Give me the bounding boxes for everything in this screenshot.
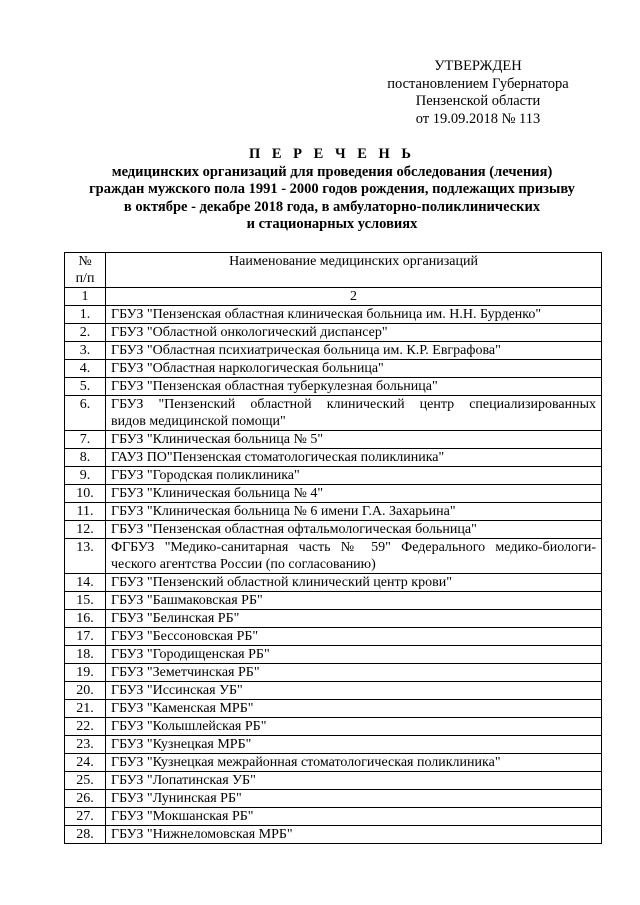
table-row xyxy=(65,539,602,574)
organization-name: ГБУЗ "Мокшанская РБ" xyxy=(111,809,254,824)
organization-name: ГБУЗ "Кузнецкая межрайонная стоматологическая поликлиника" xyxy=(111,755,501,770)
row-number: 12. xyxy=(65,521,106,539)
row-number: 27. xyxy=(65,808,106,826)
table-body xyxy=(65,306,602,844)
table-row xyxy=(65,396,602,431)
row-number: 4. xyxy=(65,360,106,378)
row-number: 3. xyxy=(65,342,106,360)
organization-name: ГБУЗ "Областная наркологическая больница" xyxy=(111,361,384,376)
organization-name: ГБУЗ "Бессоновская РБ" xyxy=(111,629,259,644)
row-number: 26. xyxy=(65,790,106,808)
document-title: П Е Р Е Ч Е Н Ь xyxy=(248,146,416,162)
table-row xyxy=(65,592,602,610)
document-subtitle-line: и стационарных условиях xyxy=(246,216,418,232)
row-number: 28. xyxy=(65,826,106,844)
organization-name-cell xyxy=(106,682,602,700)
organization-name-cell xyxy=(106,449,602,467)
row-number: 15. xyxy=(65,592,106,610)
organization-name: ГБУЗ "Клиническая больница № 4" xyxy=(111,486,324,501)
approval-date: от 19.09.2018 № 113 xyxy=(415,110,541,127)
row-number: 11. xyxy=(65,503,106,521)
column-number-2: 2 xyxy=(106,288,602,306)
row-number: 7. xyxy=(65,431,106,449)
row-number: 19. xyxy=(65,664,106,682)
organization-name-cell xyxy=(106,342,602,360)
row-number: 21. xyxy=(65,700,106,718)
organization-name-cell xyxy=(106,539,602,574)
header-number-sublabel: п/п xyxy=(75,271,95,286)
header-number-label: № xyxy=(78,254,92,269)
table-row xyxy=(65,664,602,682)
organization-name: ГБУЗ "Нижнеломовская МРБ" xyxy=(111,827,293,842)
organization-name: ГБУЗ "Пензенский областной клинический центр специализированных xyxy=(111,397,596,412)
row-number: 14. xyxy=(65,574,106,592)
organization-name: ГБУЗ "Лопатинская УБ" xyxy=(111,773,256,788)
organization-name-cell xyxy=(106,700,602,718)
document-subtitle-line: граждан мужского пола 1991 - 2000 годов рождения, подлежащих призыву xyxy=(89,181,575,197)
document-subtitle-line: медицинских организаций для проведения обследования (лечения) xyxy=(111,163,553,180)
approval-decree: постановлением Губернатора xyxy=(387,75,569,92)
organization-name: ГАУЗ ПО"Пензенская стоматологическая поликлиника" xyxy=(111,450,445,465)
row-number: 18. xyxy=(65,646,106,664)
organization-name: ГБУЗ "Пензенская областная туберкулезная больница" xyxy=(111,379,438,394)
row-number: 6. xyxy=(65,396,106,431)
organization-name-cell xyxy=(106,396,602,431)
table-row xyxy=(65,324,602,342)
table-row xyxy=(65,342,602,360)
row-number: 25. xyxy=(65,772,106,790)
organization-name: ГБУЗ "Клиническая больница № 6 имени Г.А. Захарьина" xyxy=(111,504,456,519)
row-number: 23. xyxy=(65,736,106,754)
table-row xyxy=(65,503,602,521)
table-row xyxy=(65,826,602,844)
row-number: 20. xyxy=(65,682,106,700)
organization-name: ГБУЗ "Клиническая больница № 5" xyxy=(111,432,324,447)
organization-name: ГБУЗ "Башмаковская РБ" xyxy=(111,593,263,608)
table-row xyxy=(65,306,602,324)
organization-name: ГБУЗ "Пензенский областной клинический центр крови" xyxy=(111,575,452,590)
table-row xyxy=(65,808,602,826)
organization-name: ческого агентства России (по согласованию) xyxy=(111,557,376,572)
row-number: 9. xyxy=(65,467,106,485)
organization-name: ГБУЗ "Пензенская областная клиническая больница им. Н.Н. Бурденко" xyxy=(111,307,542,322)
organization-name: ГБУЗ "Лунинская РБ" xyxy=(111,791,242,806)
column-number-1: 1 xyxy=(65,288,106,306)
header-number-cell xyxy=(65,253,106,288)
organization-name-cell xyxy=(106,808,602,826)
table-row xyxy=(65,467,602,485)
approval-region: Пензенской области xyxy=(415,93,541,109)
organization-name: видов медицинской помощи" xyxy=(111,414,286,429)
row-number: 17. xyxy=(65,628,106,646)
table-header-row xyxy=(65,253,602,288)
table-row xyxy=(65,485,602,503)
table-row xyxy=(65,521,602,539)
organization-name-cell xyxy=(106,826,602,844)
table-row xyxy=(65,646,602,664)
table-row xyxy=(65,736,602,754)
row-number: 22. xyxy=(65,718,106,736)
table-row xyxy=(65,718,602,736)
organization-name-cell xyxy=(106,610,602,628)
organization-name: ГБУЗ "Городищенская РБ" xyxy=(111,647,270,662)
row-number: 5. xyxy=(65,378,106,396)
organization-name-cell xyxy=(106,503,602,521)
organization-name: ГБУЗ "Кузнецкая МРБ" xyxy=(111,737,252,752)
organization-name-cell xyxy=(106,521,602,539)
row-number: 24. xyxy=(65,754,106,772)
organizations-table xyxy=(64,252,602,844)
table-row xyxy=(65,610,602,628)
table-row xyxy=(65,700,602,718)
table-row xyxy=(65,574,602,592)
organization-name-cell xyxy=(106,646,602,664)
approval-title: УТВЕРЖДЕН xyxy=(434,58,522,74)
organization-name: ФГБУЗ "Медико-санитарная часть № 59" Федерального медико-биологи- xyxy=(111,540,596,555)
document-heading xyxy=(64,146,600,234)
header-name-cell: Наименование медицинских организаций xyxy=(106,253,602,288)
table-row xyxy=(65,772,602,790)
approval-block xyxy=(378,58,578,128)
organization-name-cell xyxy=(106,736,602,754)
organization-name-cell xyxy=(106,378,602,396)
organization-name-cell xyxy=(106,718,602,736)
organization-name: ГБУЗ "Каменская МРБ" xyxy=(111,701,254,716)
table-row xyxy=(65,449,602,467)
column-numbers-row xyxy=(65,288,602,306)
organization-name: ГБУЗ "Городская поликлиника" xyxy=(111,468,300,483)
row-number: 10. xyxy=(65,485,106,503)
organization-name: ГБУЗ "Пензенская областная офтальмологическая больница" xyxy=(111,522,477,537)
organization-name: ГБУЗ "Иссинская УБ" xyxy=(111,683,243,698)
table-row xyxy=(65,754,602,772)
organization-name-cell xyxy=(106,664,602,682)
table-row xyxy=(65,360,602,378)
table-row xyxy=(65,790,602,808)
table-row xyxy=(65,378,602,396)
row-number: 13. xyxy=(65,539,106,574)
row-number: 8. xyxy=(65,449,106,467)
organization-name-cell xyxy=(106,790,602,808)
organization-name-cell xyxy=(106,592,602,610)
table-row xyxy=(65,682,602,700)
organization-name: ГБУЗ "Колышлейская РБ" xyxy=(111,719,267,734)
document-subtitle-line: в октябре - декабре 2018 года, в амбулаторно-поликлинических xyxy=(123,198,541,215)
organization-name-cell xyxy=(106,485,602,503)
organization-name: ГБУЗ "Белинская РБ" xyxy=(111,611,240,626)
organization-name-cell xyxy=(106,360,602,378)
row-number: 1. xyxy=(65,306,106,324)
row-number: 16. xyxy=(65,610,106,628)
organization-name-cell xyxy=(106,772,602,790)
row-number: 2. xyxy=(65,324,106,342)
organization-name: ГБУЗ "Областная психиатрическая больница им. К.Р. Евграфова" xyxy=(111,343,501,358)
organization-name-cell xyxy=(106,574,602,592)
table-row xyxy=(65,628,602,646)
organization-name-cell xyxy=(106,628,602,646)
organization-name: ГБУЗ "Земетчинская РБ" xyxy=(111,665,260,680)
organization-name-cell xyxy=(106,431,602,449)
organization-name-cell xyxy=(106,306,602,324)
organization-name: ГБУЗ "Областной онкологический диспансер" xyxy=(111,325,388,340)
organization-name-cell xyxy=(106,324,602,342)
organization-name-cell xyxy=(106,754,602,772)
organization-name-cell xyxy=(106,467,602,485)
table-row xyxy=(65,431,602,449)
